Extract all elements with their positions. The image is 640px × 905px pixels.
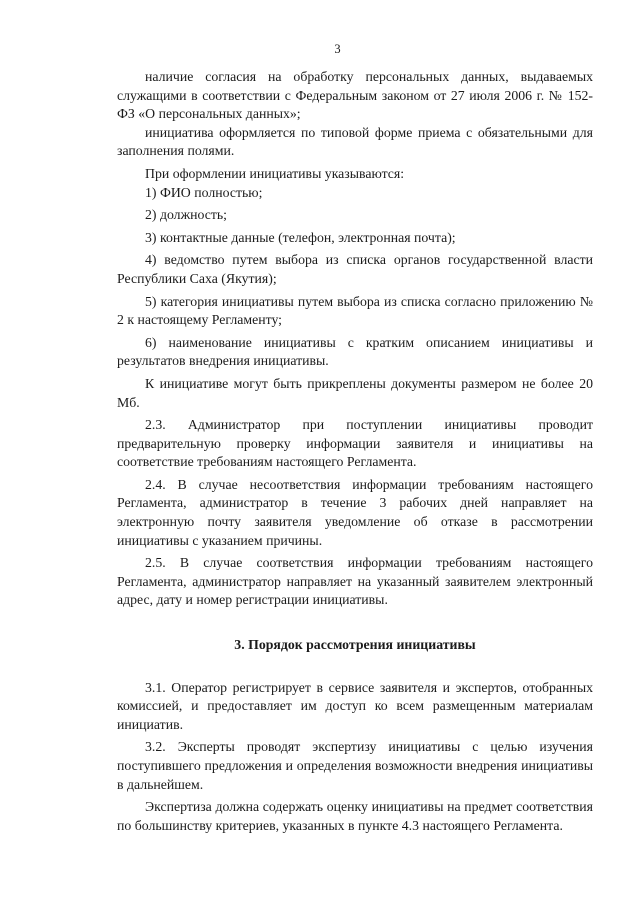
document-body	[117, 68, 593, 835]
paragraph-expertise: Экспертиза должна содержать оценку инициативы на предмет соответствия по большинству критериев, указанных в пункте 4.3 настоящего Регламента.	[117, 799, 593, 833]
paragraph-attachments: К инициативе могут быть прикреплены документы размером не более 20 Мб.	[117, 375, 593, 410]
page-number: 3	[334, 42, 341, 56]
paragraph-fields-intro: При оформлении инициативы указываются:	[145, 165, 405, 181]
paragraph-3-2: 3.2. Эксперты проводят экспертизу инициативы с целью изучения поступившего предложения и определения возможности внедрения инициативы в дальнейшем.	[117, 739, 593, 792]
list-item-fio: 1) ФИО полностью;	[145, 184, 263, 200]
list-item-position: 2) должность;	[145, 207, 227, 223]
list-item-category: 5) категория инициативы путем выбора из списка согласно приложению № 2 к настоящему Регламенту;	[117, 293, 593, 328]
paragraph-2-4: 2.4. В случае несоответствия информации требованиям настоящего Регламента, администратор в течение 3 рабочих дней направляет на электронную почту заявителя уведомление об отказе в рассмотрении инициативы с указанием причины.	[117, 476, 593, 548]
paragraph-2-5: 2.5. В случае соответствия информации требованиям настоящего Регламента, администратор направляет на указанный заявителем электронный адрес, дату и номер регистрации инициативы.	[117, 555, 593, 608]
list-item-title: 6) наименование инициативы с кратким описанием инициативы и результатов внедрения инициативы.	[117, 334, 593, 369]
paragraph-3-1: 3.1. Оператор регистрирует в сервисе заявителя и экспертов, отобранных комиссией, и предоставляет им доступ ко всем размещенным материалам инициатив.	[117, 679, 593, 732]
paragraph-consent: наличие согласия на обработку персональных данных, выдаваемых служащими в соответствии с Федеральным законом от 27 июля 2006 г. № 152-ФЗ «О персональных данных»;	[117, 69, 593, 122]
section-heading: 3. Порядок рассмотрения инициативы	[234, 637, 476, 653]
list-item-contacts: 3) контактные данные (телефон, электронная почта);	[145, 229, 456, 245]
paragraph-2-3: 2.3. Администратор при поступлении инициативы проводит предварительную проверку информации заявителя и инициативы на соответствие требованиям настоящего Регламента.	[117, 417, 593, 470]
paragraph-form-fields: инициатива оформляется по типовой форме приема с обязательными для заполнения полями.	[117, 124, 593, 159]
list-item-agency: 4) ведомство путем выбора из списка органов государственной власти Республики Саха (Якутия);	[117, 252, 593, 286]
